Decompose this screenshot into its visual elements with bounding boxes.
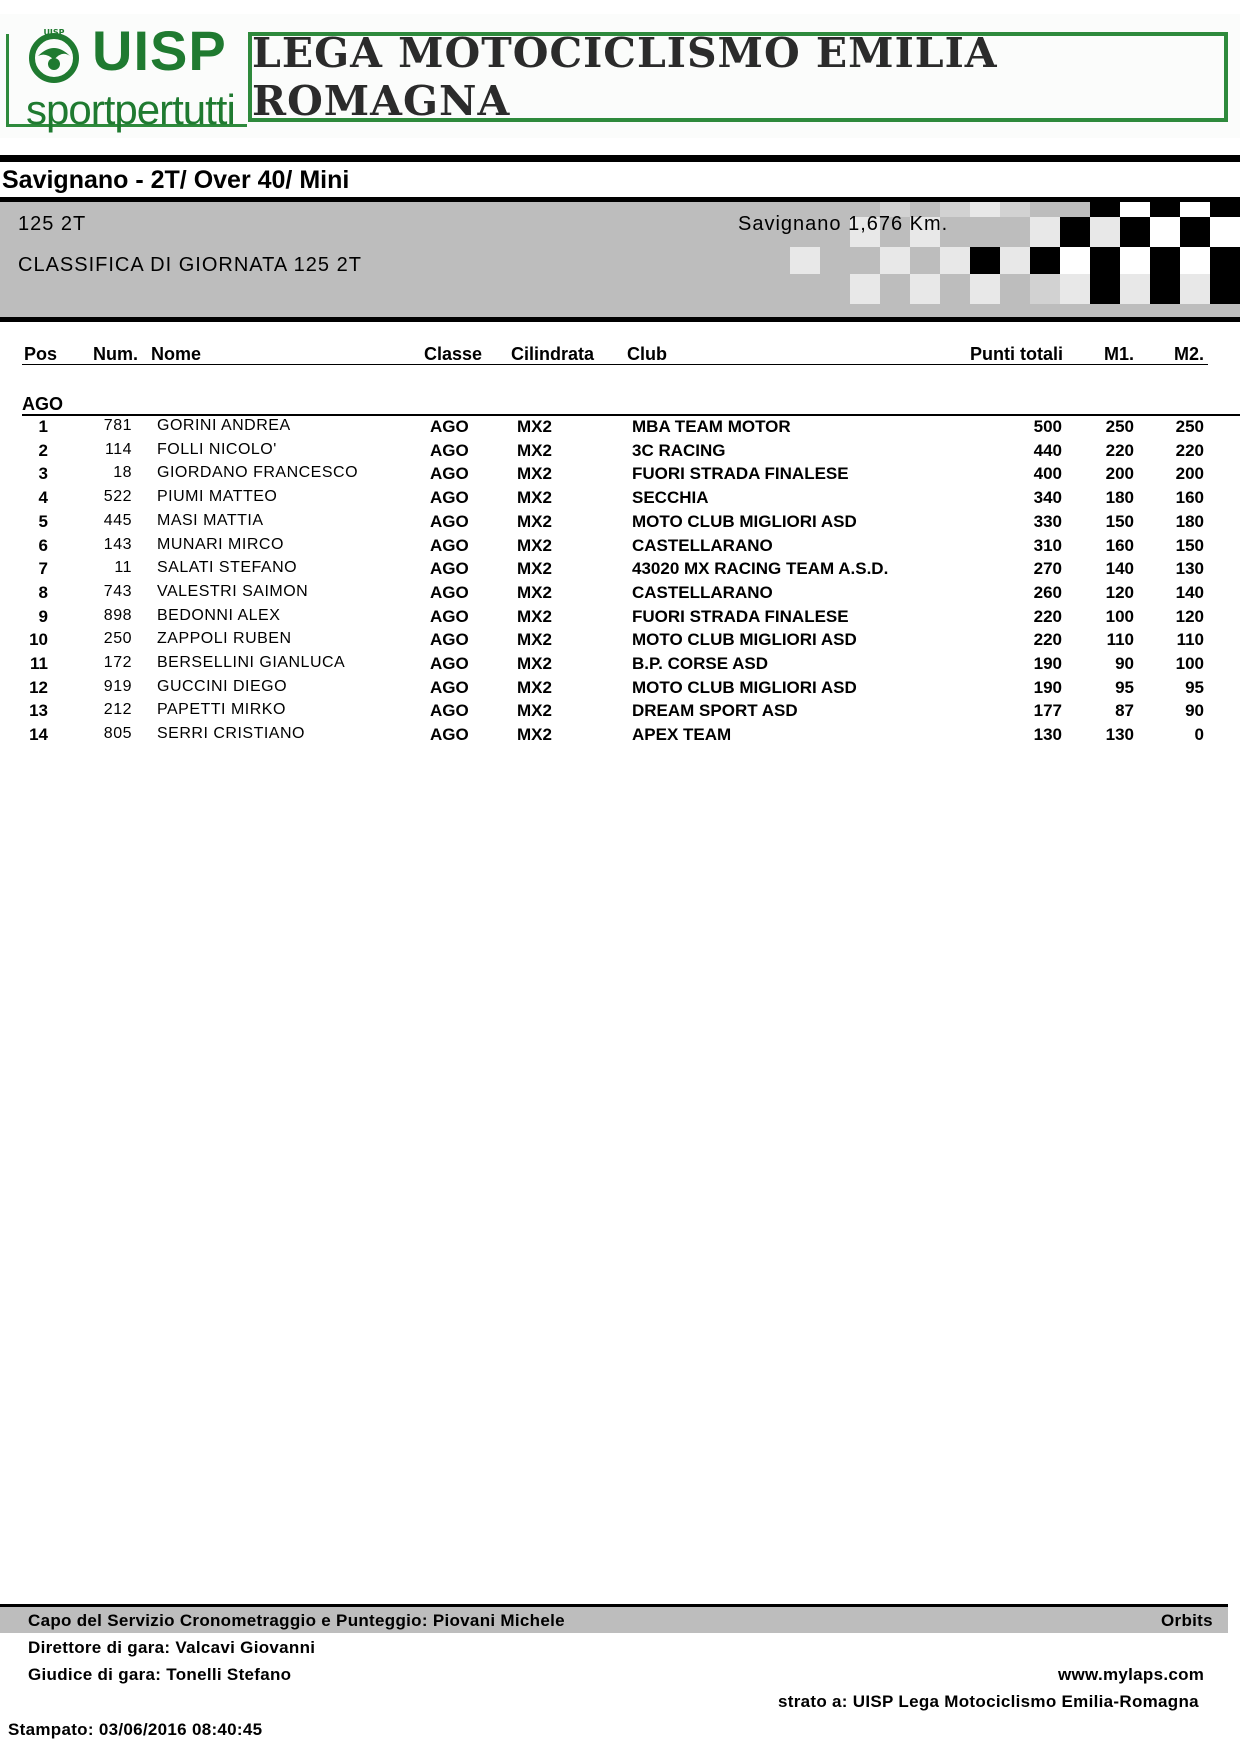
cell-club: FUORI STRADA FINALESE (632, 464, 849, 484)
cell-rider-name: ZAPPOLI RUBEN (157, 630, 292, 648)
cell-position: 11 (30, 654, 48, 673)
table-row (0, 630, 1240, 653)
cell-classe: AGO (430, 464, 469, 484)
cell-m2-points: 120 (1175, 606, 1204, 626)
cell-rider-name: GUCCINI DIEGO (157, 677, 288, 695)
table-row (0, 464, 1240, 487)
cell-number: 522 (103, 488, 132, 506)
website-link[interactable]: www.mylaps.com (1058, 1665, 1205, 1684)
group-divider (22, 414, 1240, 416)
cell-total-points: 220 (1033, 606, 1062, 626)
cell-classe: AGO (430, 582, 469, 602)
cell-club: MOTO CLUB MIGLIORI ASD (632, 677, 857, 697)
classification-title: CLASSIFICA DI GIORNATA 125 2T (18, 254, 362, 276)
cell-club: MBA TEAM MOTOR (632, 417, 791, 436)
cell-club: CASTELLARANO (632, 582, 773, 602)
cell-m1-points: 90 (1115, 654, 1134, 673)
cell-club: 43020 MX RACING TEAM A.S.D. (632, 559, 889, 579)
class-header (0, 197, 1240, 322)
cell-club: B.P. CORSE ASD (632, 654, 769, 673)
cell-classe: AGO (430, 654, 469, 673)
cell-m2-points: 180 (1175, 511, 1204, 531)
col-header-classe: Classe (424, 344, 483, 364)
cell-total-points: 220 (1033, 630, 1062, 650)
cell-cilindrata: MX2 (517, 440, 552, 460)
divider (0, 155, 1240, 162)
timing-chief: Capo del Servizio Cronometraggio e Punteggio: Piovani Michele (28, 1611, 565, 1630)
cell-classe: AGO (430, 488, 469, 508)
col-header-m2: M2. (1174, 344, 1205, 364)
cell-cilindrata: MX2 (517, 630, 552, 650)
cell-total-points: 330 (1033, 511, 1062, 531)
cell-rider-name: GIORDANO FRANCESCO (157, 464, 359, 482)
cell-m2-points: 140 (1175, 582, 1204, 602)
track-info: Savignano 1,676 Km. (738, 213, 949, 235)
cell-number: 172 (103, 654, 132, 671)
cell-number: 781 (103, 417, 132, 434)
table-row (0, 654, 1240, 677)
cell-m2-points: 130 (1175, 559, 1204, 579)
cell-rider-name: FOLLI NICOLO' (157, 440, 277, 458)
cell-rider-name: BERSELLINI GIANLUCA (157, 654, 346, 671)
cell-position: 4 (38, 488, 48, 508)
cell-total-points: 400 (1033, 464, 1062, 484)
col-header-name: Nome (151, 344, 202, 364)
cell-position: 14 (29, 725, 48, 745)
cell-cilindrata: MX2 (517, 559, 552, 579)
cell-m2-points: 160 (1175, 488, 1204, 508)
cell-number: 212 (103, 701, 132, 719)
software-brand: Orbits (1161, 1611, 1213, 1630)
cell-position: 6 (38, 535, 48, 555)
table-row (0, 583, 1240, 606)
cell-m1-points: 150 (1105, 511, 1134, 531)
cell-position: 3 (38, 464, 48, 484)
cell-position: 2 (38, 440, 48, 460)
cell-m1-points: 95 (1115, 677, 1134, 697)
cell-cilindrata: MX2 (517, 606, 552, 626)
cell-rider-name: MUNARI MIRCO (157, 535, 284, 553)
col-header-pos: Pos (24, 344, 58, 364)
license-text: strato a: UISP Lega Motociclismo Emilia-Romagna (778, 1692, 1199, 1711)
cell-m1-points: 130 (1105, 725, 1134, 745)
print-timestamp: Stampato: 03/06/2016 08:40:45 (8, 1720, 263, 1739)
cell-m1-points: 120 (1105, 582, 1134, 602)
table-row (0, 512, 1240, 535)
cell-club: FUORI STRADA FINALESE (632, 606, 849, 626)
table-row (0, 488, 1240, 511)
cell-number: 11 (114, 559, 132, 577)
cell-classe: AGO (430, 677, 469, 697)
cell-position: 7 (38, 559, 48, 579)
header-divider (22, 364, 1208, 365)
cell-cilindrata: MX2 (517, 677, 552, 697)
cell-classe: AGO (430, 440, 469, 460)
cell-total-points: 177 (1033, 701, 1062, 721)
cell-number: 18 (113, 464, 132, 482)
cell-m1-points: 220 (1105, 440, 1134, 460)
cell-cilindrata: MX2 (517, 725, 552, 745)
table-row (0, 417, 1240, 440)
cell-classe: AGO (430, 511, 469, 531)
table-row (0, 701, 1240, 724)
logo-tagline: sportpertutti (26, 86, 235, 133)
cell-position: 9 (38, 606, 48, 626)
cell-classe: AGO (430, 417, 469, 436)
cell-rider-name: MASI MATTIA (157, 511, 264, 529)
cell-rider-name: VALESTRI SAIMON (157, 582, 309, 600)
cell-total-points: 500 (1033, 417, 1062, 436)
table-row (0, 536, 1240, 559)
cell-classe: AGO (430, 606, 469, 626)
col-header-m1: M1. (1104, 344, 1135, 364)
header-banner (0, 14, 1240, 138)
cell-m1-points: 87 (1115, 701, 1134, 721)
cell-cilindrata: MX2 (517, 535, 552, 555)
cell-position: 13 (29, 701, 48, 721)
cell-m2-points: 110 (1176, 630, 1204, 650)
cell-position: 5 (38, 511, 48, 531)
cell-total-points: 130 (1033, 725, 1062, 745)
cell-m1-points: 250 (1105, 417, 1134, 436)
cell-number: 445 (103, 511, 132, 529)
group-label: AGO (22, 394, 64, 414)
table-row (0, 441, 1240, 464)
cell-classe: AGO (430, 559, 469, 579)
cell-club: APEX TEAM (632, 725, 732, 745)
table-row (0, 678, 1240, 701)
cell-m2-points: 95 (1185, 677, 1204, 697)
cell-number: 898 (103, 606, 132, 624)
cell-classe: AGO (430, 701, 469, 721)
league-title-box (248, 29, 1228, 125)
cell-cilindrata: MX2 (517, 582, 552, 602)
cell-number: 143 (103, 535, 132, 553)
class-name: 125 2T (18, 213, 87, 235)
cell-total-points: 310 (1033, 535, 1062, 555)
cell-rider-name: PIUMI MATTEO (157, 488, 278, 506)
cell-total-points: 340 (1033, 488, 1062, 508)
cell-rider-name: GORINI ANDREA (157, 417, 291, 434)
cell-club: DREAM SPORT ASD (632, 701, 798, 721)
col-header-total: Punti totali (970, 344, 1063, 364)
cell-m2-points: 220 (1175, 440, 1204, 460)
motorcycle-emblem-icon (24, 26, 84, 86)
cell-cilindrata: MX2 (517, 654, 552, 673)
cell-rider-name: SALATI STEFANO (157, 559, 298, 577)
cell-club: SECCHIA (632, 488, 709, 508)
cell-club: MOTO CLUB MIGLIORI ASD (632, 630, 857, 650)
svg-text:UISP: UISP (43, 28, 65, 37)
event-title: Savignano - 2T/ Over 40/ Mini (2, 166, 350, 194)
cell-m1-points: 180 (1105, 488, 1134, 508)
cell-total-points: 260 (1033, 582, 1062, 602)
table-row (0, 559, 1240, 582)
cell-total-points: 270 (1033, 559, 1062, 579)
cell-position: 12 (29, 677, 48, 697)
cell-classe: AGO (430, 535, 469, 555)
cell-number: 250 (103, 630, 132, 648)
cell-cilindrata: MX2 (517, 488, 552, 508)
cell-total-points: 440 (1033, 440, 1062, 460)
cell-position: 1 (38, 417, 48, 436)
cell-m2-points: 0 (1194, 725, 1204, 745)
cell-classe: AGO (430, 630, 469, 650)
cell-rider-name: BEDONNI ALEX (157, 606, 281, 624)
cell-total-points: 190 (1033, 654, 1062, 673)
col-header-club: Club (627, 344, 667, 364)
cell-number: 114 (104, 440, 132, 458)
cell-m1-points: 200 (1105, 464, 1134, 484)
cell-cilindrata: MX2 (517, 511, 552, 531)
cell-cilindrata: MX2 (517, 701, 552, 721)
col-header-num: Num. (93, 344, 138, 364)
cell-m2-points: 250 (1175, 417, 1204, 436)
cell-position: 8 (38, 582, 48, 602)
cell-m2-points: 90 (1185, 701, 1204, 721)
cell-club: CASTELLARANO (632, 535, 773, 555)
cell-position: 10 (29, 630, 48, 650)
cell-m1-points: 100 (1105, 606, 1134, 626)
race-director: Direttore di gara: Valcavi Giovanni (28, 1638, 316, 1657)
cell-m2-points: 150 (1175, 535, 1204, 555)
cell-m1-points: 140 (1105, 559, 1134, 579)
cell-m1-points: 160 (1105, 535, 1134, 555)
col-header-cilindrata: Cilindrata (511, 344, 595, 364)
cell-total-points: 190 (1033, 677, 1062, 697)
cell-number: 805 (103, 725, 132, 743)
cell-m2-points: 100 (1175, 654, 1204, 673)
cell-cilindrata: MX2 (517, 464, 552, 484)
cell-number: 743 (103, 582, 132, 600)
race-judge: Giudice di gara: Tonelli Stefano (28, 1665, 292, 1684)
cell-rider-name: SERRI CRISTIANO (157, 725, 305, 743)
cell-m2-points: 200 (1175, 464, 1204, 484)
cell-m1-points: 110 (1106, 630, 1134, 650)
logo-wordmark: UISP (92, 19, 227, 82)
cell-cilindrata: MX2 (517, 417, 552, 436)
cell-club: MOTO CLUB MIGLIORI ASD (632, 511, 857, 531)
cell-classe: AGO (430, 725, 469, 745)
league-title: LEGA MOTOCICLISMO EMILIA ROMAGNA (252, 29, 998, 125)
table-row (0, 725, 1240, 748)
cell-rider-name: PAPETTI MIRKO (157, 701, 286, 719)
cell-number: 919 (103, 677, 132, 695)
cell-club: 3C RACING (632, 440, 726, 460)
table-row (0, 607, 1240, 630)
